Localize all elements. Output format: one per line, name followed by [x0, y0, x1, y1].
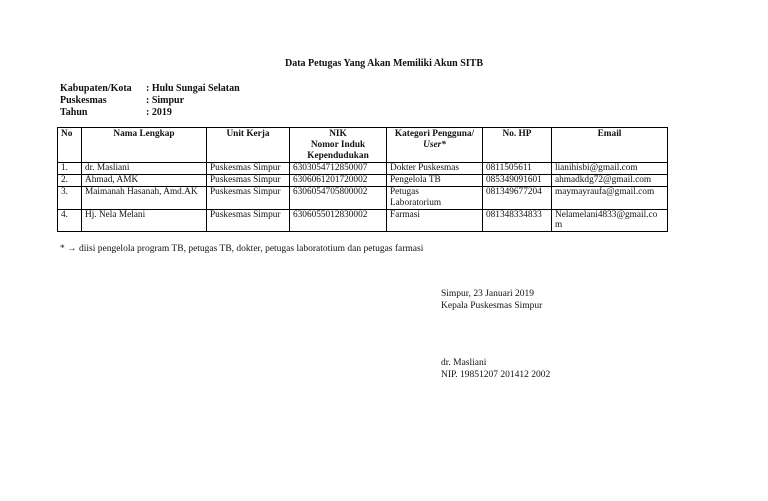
- cell-email-line: ahmadkdg72@gmail.com: [555, 175, 652, 186]
- petugas-table: [57, 127, 668, 232]
- cell-no: 2.: [58, 175, 82, 187]
- cell-email-line: m: [555, 220, 563, 231]
- cell-kategori: [387, 186, 483, 209]
- header-kategori-line: User*: [423, 139, 446, 150]
- header-hp: No. HP: [483, 128, 552, 163]
- cell-kategori-line: Pengelola TB: [390, 175, 441, 186]
- table-row: [58, 175, 668, 187]
- signature-name: dr. Masliani: [441, 358, 487, 368]
- cell-email: [552, 209, 668, 232]
- header-kategori: [387, 128, 483, 163]
- cell-nama: dr. Masliani: [82, 163, 207, 175]
- cell-unit: Puskesmas Simpur: [207, 175, 290, 187]
- meta-row-kabupaten: [60, 83, 240, 95]
- signature-place-date: Simpur, 23 Januari 2019: [441, 289, 535, 299]
- table-row: [58, 186, 668, 209]
- cell-email-line: maymayraufa@gmail.com: [555, 186, 655, 197]
- document-meta: [60, 83, 240, 119]
- table-row: [58, 209, 668, 232]
- cell-no: 1.: [58, 163, 82, 175]
- signature-nip: NIP. 19851207 201412 2002: [441, 369, 551, 380]
- cell-kategori-line: Dokter Puskesmas: [390, 163, 459, 174]
- cell-nik: 6303054712850007: [290, 163, 387, 175]
- table-row: [58, 163, 668, 175]
- meta-row-tahun: [60, 107, 240, 119]
- document-title: Data Petugas Yang Akan Memiliki Akun SITB: [284, 58, 483, 69]
- cell-nama: Hj. Nela Melani: [82, 209, 207, 232]
- header-nik-line: Nomor Induk: [310, 139, 366, 150]
- cell-email: [552, 186, 668, 209]
- signature-block-top: [441, 289, 542, 312]
- cell-nik: 6306061201720002: [290, 175, 387, 187]
- meta-row-puskesmas: [60, 95, 240, 107]
- cell-kategori-line: Petugas: [390, 186, 419, 197]
- cell-unit: Puskesmas Simpur: [207, 163, 290, 175]
- table-header-row: [58, 128, 668, 163]
- cell-nama: Maimanah Hasanah, Amd.AK: [82, 186, 207, 209]
- header-kategori-line: Kategori Pengguna/: [394, 129, 475, 139]
- cell-kategori: [387, 163, 483, 175]
- cell-no: 3.: [58, 186, 82, 209]
- meta-value: : Simpur: [146, 95, 185, 106]
- cell-email-line: Nelamelani4833@gmail.co: [555, 209, 658, 220]
- header-nik-line: NIK: [329, 129, 347, 139]
- meta-label: Puskesmas: [60, 95, 107, 106]
- header-no: No: [58, 128, 82, 163]
- cell-kategori-line: Farmasi: [390, 209, 420, 220]
- meta-label: Tahun: [60, 107, 88, 118]
- meta-value: : Hulu Sungai Selatan: [146, 83, 240, 94]
- cell-hp: 081349677204: [483, 186, 552, 209]
- signature-position: Kepala Puskesmas Simpur: [441, 300, 543, 311]
- cell-hp: 085349091601: [483, 175, 552, 187]
- cell-kategori: [387, 209, 483, 232]
- meta-label: Kabupaten/Kota: [60, 83, 132, 94]
- footnote: * → diisi pengelola program TB, petugas TB, dokter, petugas laboratotium dan petugas farmasi: [60, 244, 424, 254]
- header-email: Email: [552, 128, 668, 163]
- header-unit: Unit Kerja: [207, 128, 290, 163]
- cell-nama: Ahmad, AMK: [82, 175, 207, 187]
- cell-kategori-line: Laboratorium: [390, 197, 442, 208]
- cell-hp: 081348334833: [483, 209, 552, 232]
- cell-nik: 6306055012830002: [290, 209, 387, 232]
- header-nama: Nama Lengkap: [82, 128, 207, 163]
- cell-nik: 6306054705800002: [290, 186, 387, 209]
- cell-unit: Puskesmas Simpur: [207, 209, 290, 232]
- header-nik: [290, 128, 387, 163]
- signature-block-bottom: [441, 358, 550, 381]
- meta-value: : 2019: [146, 107, 172, 118]
- cell-email: [552, 175, 668, 187]
- cell-no: 4.: [58, 209, 82, 232]
- cell-unit: Puskesmas Simpur: [207, 186, 290, 209]
- cell-email: [552, 163, 668, 175]
- cell-email-line: lianihisbi@gmail.com: [555, 163, 638, 174]
- cell-kategori: [387, 175, 483, 187]
- header-nik-line: Kependudukan: [307, 150, 369, 161]
- cell-hp: 0811505611: [483, 163, 552, 175]
